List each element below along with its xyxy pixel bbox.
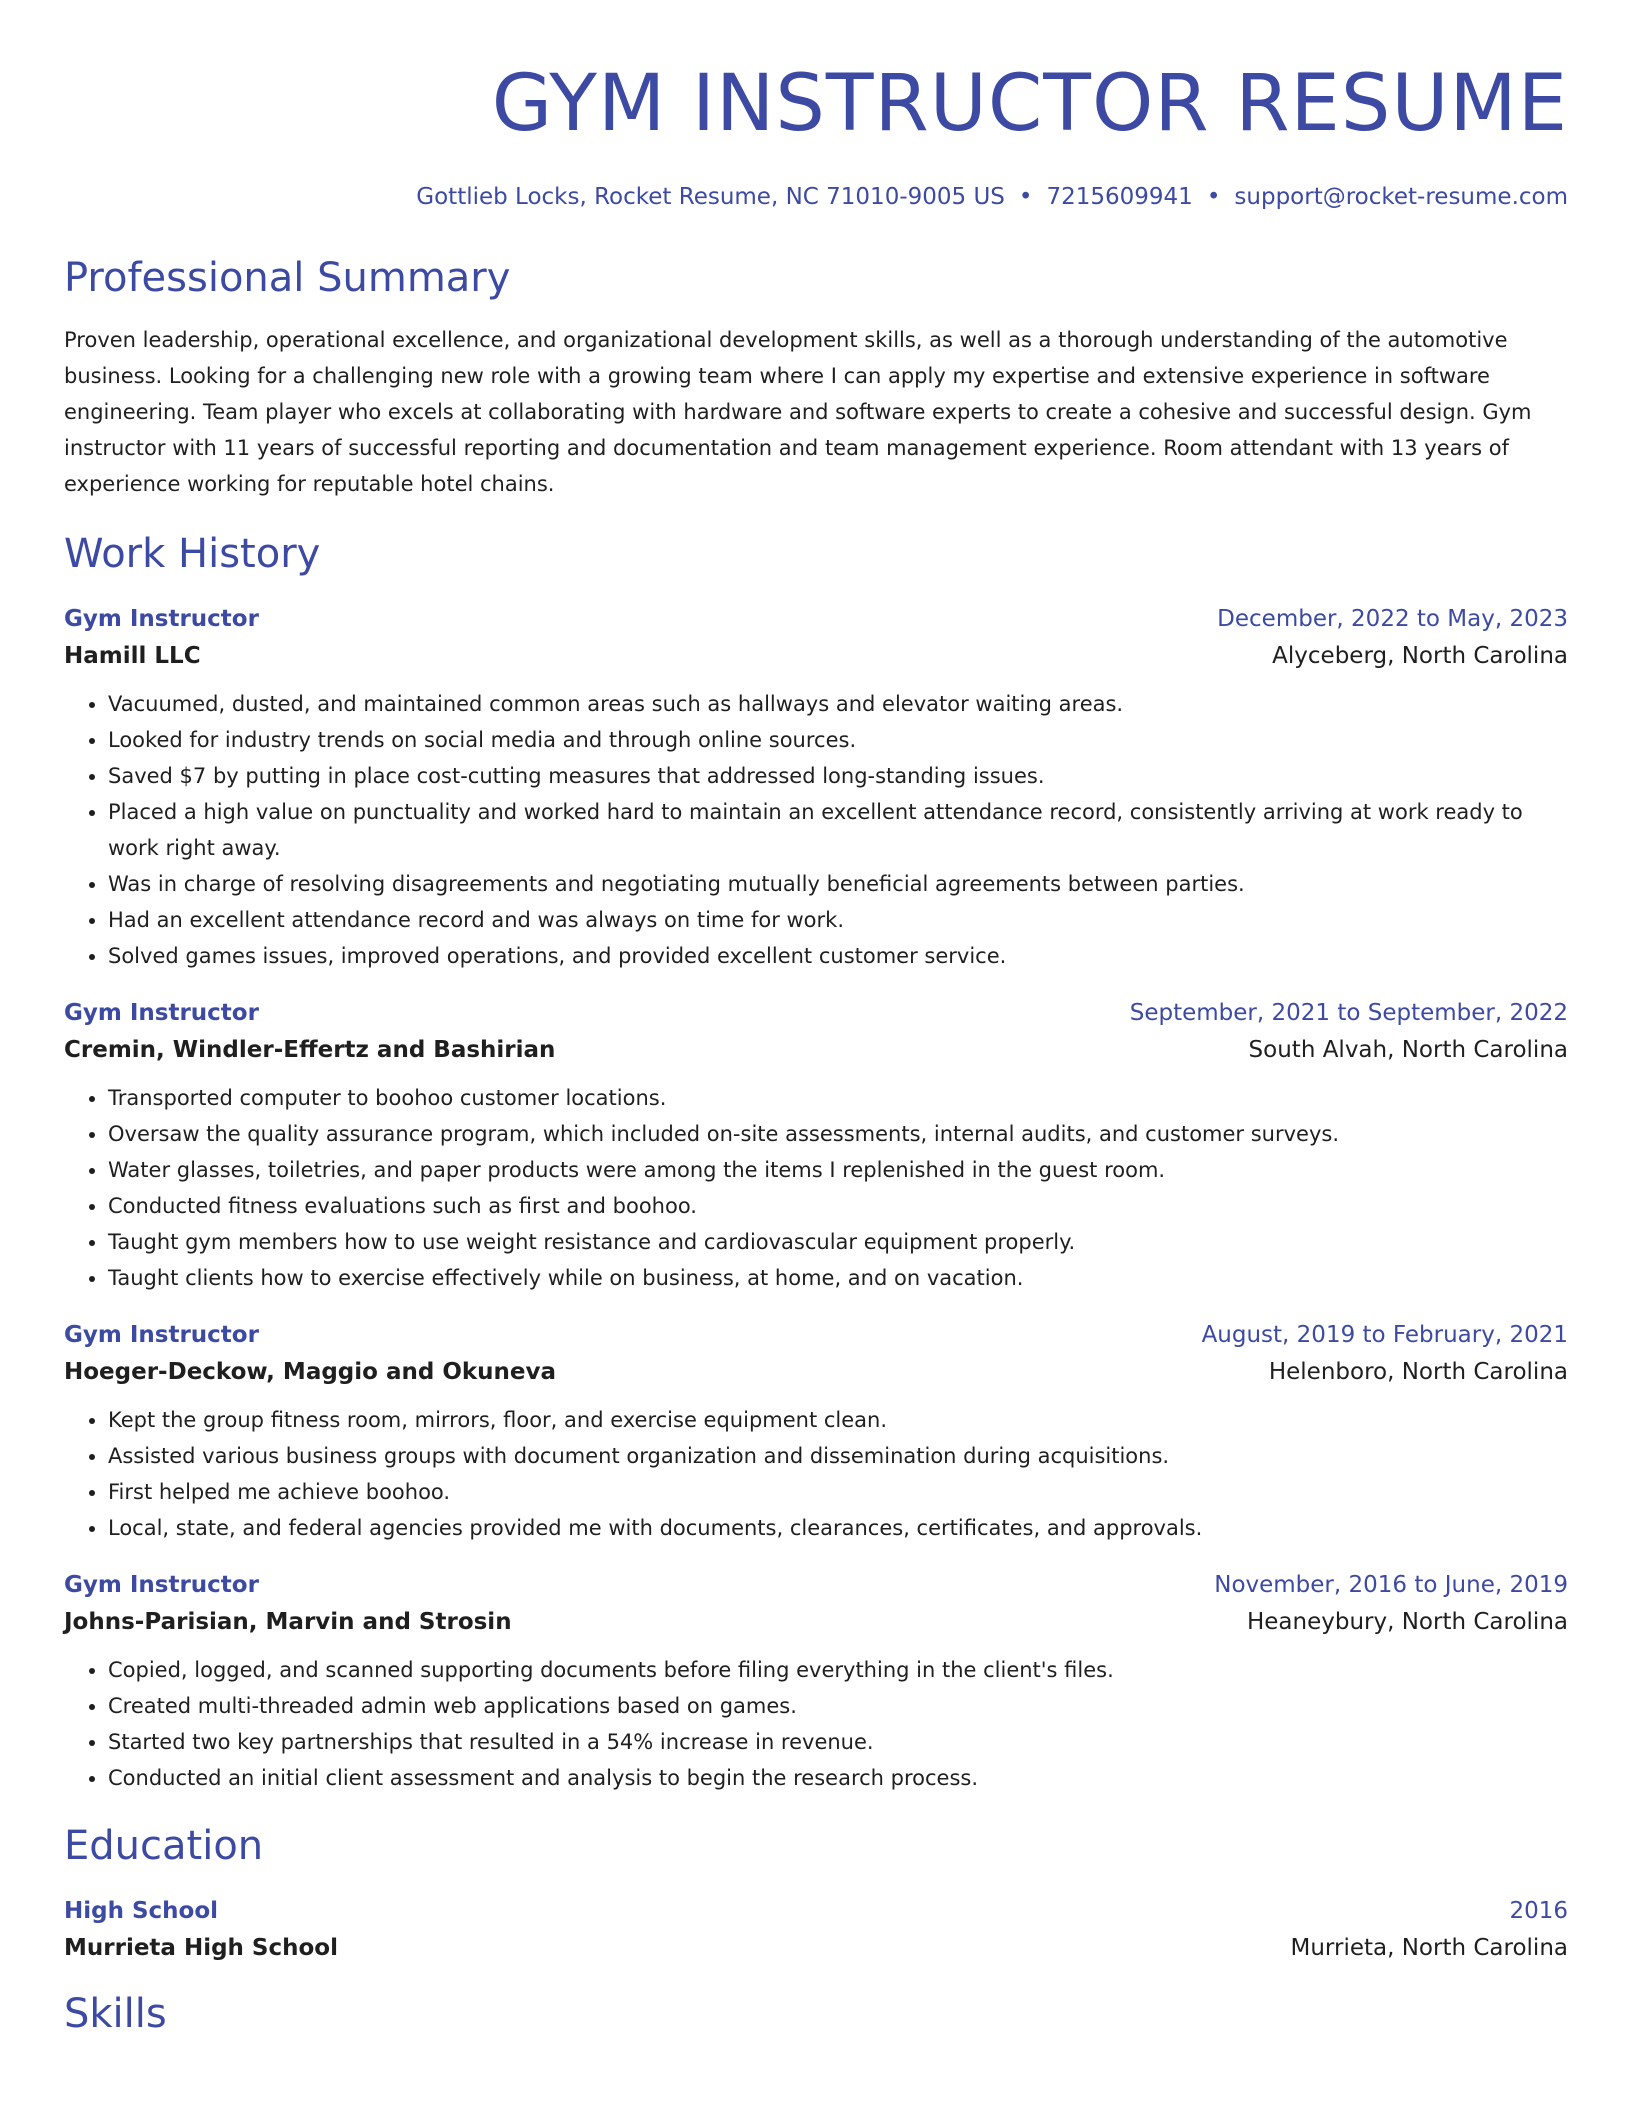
duty-item: • Kept the group fitness room, mirrors, floor, and exercise equipment clean. <box>108 1402 1568 1438</box>
skills-heading: Skills <box>64 1991 167 2037</box>
duty-item: • Saved $7 by putting in place cost-cutting measures that addressed long-standing issues. <box>108 758 1568 794</box>
duty-item: • Looked for industry trends on social media and through online sources. <box>108 722 1568 758</box>
job-title: Gym Instructor <box>64 1000 259 1026</box>
duty-item: • Taught clients how to exercise effectively while on business, at home, and on vacation. <box>108 1260 1568 1296</box>
graduation-year: 2016 <box>1509 1898 1568 1924</box>
contact-email[interactable]: support@rocket-resume.com <box>1234 184 1568 210</box>
job-location: Alyceberg, North Carolina <box>1272 643 1568 669</box>
job-entry <box>64 996 1568 1296</box>
job-entry <box>64 1318 1568 1546</box>
duty-item: • First helped me achieve boohoo. <box>108 1474 1568 1510</box>
contact-line <box>64 182 1568 212</box>
company-name: Cremin, Windler-Effertz and Bashirian <box>64 1037 556 1063</box>
duty-item: • Water glasses, toiletries, and paper products were among the items I replenished in the guest room. <box>108 1152 1568 1188</box>
duty-list <box>64 686 1568 974</box>
duty-item: • Solved games issues, improved operations, and provided excellent customer service. <box>108 938 1568 974</box>
work-history-heading: Work History <box>64 531 321 577</box>
duty-item: • Transported computer to boohoo customer locations. <box>108 1080 1568 1116</box>
education-entry <box>64 1894 1568 1968</box>
duty-list <box>64 1652 1568 1796</box>
contact-phone: 7215609941 <box>1046 184 1193 210</box>
duty-item: • Vacuumed, dusted, and maintained common areas such as hallways and elevator waiting areas. <box>108 686 1568 722</box>
job-dates: November, 2016 to June, 2019 <box>1214 1572 1568 1598</box>
duty-item: • Assisted various business groups with document organization and dissemination during acquisitions. <box>108 1438 1568 1474</box>
school-name: Murrieta High School <box>64 1935 338 1961</box>
duty-item: • Local, state, and federal agencies provided me with documents, clearances, certificates, and approvals. <box>108 1510 1568 1546</box>
job-title: Gym Instructor <box>64 1322 259 1348</box>
job-dates: December, 2022 to May, 2023 <box>1217 606 1568 632</box>
job-entry <box>64 602 1568 974</box>
company-name: Johns-Parisian, Marvin and Strosin <box>64 1609 512 1635</box>
duty-item: • Oversaw the quality assurance program, which included on-site assessments, internal audits, and customer surveys. <box>108 1116 1568 1152</box>
contact-separator: • <box>1018 184 1033 210</box>
duty-item: • Started two key partnerships that resulted in a 54% increase in revenue. <box>108 1724 1568 1760</box>
school-location: Murrieta, North Carolina <box>1290 1935 1568 1961</box>
duty-item: • Taught gym members how to use weight resistance and cardiovascular equipment properly. <box>108 1224 1568 1260</box>
duty-item: • Conducted fitness evaluations such as first and boohoo. <box>108 1188 1568 1224</box>
duty-item: • Was in charge of resolving disagreements and negotiating mutually beneficial agreements between parties. <box>108 866 1568 902</box>
summary-heading: Professional Summary <box>64 255 511 301</box>
duty-item: • Created multi-threaded admin web applications based on games. <box>108 1688 1568 1724</box>
job-location: Heaneybury, North Carolina <box>1246 1609 1568 1635</box>
job-location: Helenboro, North Carolina <box>1268 1359 1568 1385</box>
job-dates: September, 2021 to September, 2022 <box>1129 1000 1568 1026</box>
job-title: Gym Instructor <box>64 606 259 632</box>
duty-item: • Placed a high value on punctuality and worked hard to maintain an excellent attendance record, consistently arriving at work ready to work right away. <box>108 794 1568 866</box>
company-name: Hamill LLC <box>64 643 201 669</box>
degree-name: High School <box>64 1898 219 1924</box>
duty-item: • Conducted an initial client assessment and analysis to begin the research process. <box>108 1760 1568 1796</box>
job-dates: August, 2019 to February, 2021 <box>1201 1322 1568 1348</box>
duty-list <box>64 1080 1568 1296</box>
duty-item: • Had an excellent attendance record and was always on time for work. <box>108 902 1568 938</box>
job-entry <box>64 1568 1568 1796</box>
resume-title: GYM INSTRUCTOR RESUME <box>491 59 1568 149</box>
contact-separator: • <box>1206 184 1221 210</box>
duty-list <box>64 1402 1568 1546</box>
contact-address: Gottlieb Locks, Rocket Resume, NC 71010-9005 US <box>416 184 1005 210</box>
resume-page <box>64 0 1568 2038</box>
duty-item: • Copied, logged, and scanned supporting documents before filing everything in the client's files. <box>108 1652 1568 1688</box>
company-name: Hoeger-Deckow, Maggio and Okuneva <box>64 1359 557 1385</box>
education-heading: Education <box>64 1823 264 1869</box>
summary-text: Proven leadership, operational excellence, and organizational development skills, as well as a thorough understanding of the automotive business. Looking for a challenging new role with a growing team where I can apply my expertise and extensive experience in software engineering. Team player who excels at collaborating with hardware and software experts to create a cohesive and successful design. Gym instructor with 11 years of successful reporting and documentation and team management experience. Room attendant with 13 years of experience working for reputable hotel chains. <box>64 328 1532 496</box>
job-location: South Alvah, North Carolina <box>1248 1037 1568 1063</box>
job-title: Gym Instructor <box>64 1572 259 1598</box>
